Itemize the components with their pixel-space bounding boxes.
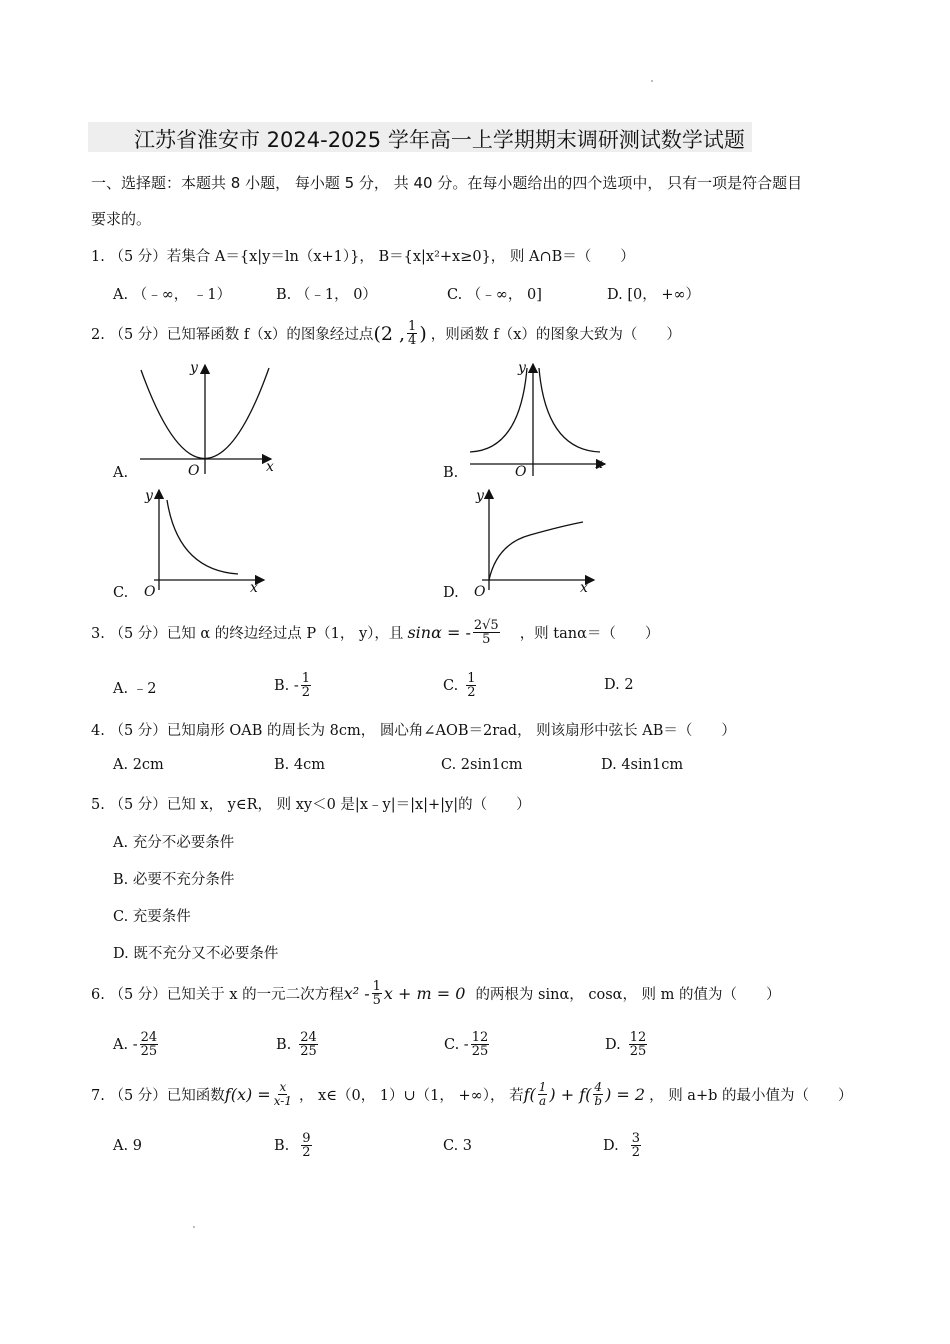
q3-fraction — [473, 619, 500, 646]
q6-stem-pre: 6. （5 分）已知关于 x 的一元二次方程 — [91, 987, 344, 1003]
q7-d-num: 3 — [631, 1131, 640, 1146]
scan-dot — [193, 1226, 195, 1228]
q7-option-b-label: B. — [274, 1137, 290, 1154]
q1-option-a: A. （﹣∞， ﹣1） — [113, 287, 232, 303]
q6-option-a — [113, 1031, 160, 1058]
q2-option-c: C. — [113, 585, 129, 601]
q7-fraction-b2 — [593, 1081, 603, 1108]
q2-point-open: (2 , — [373, 322, 406, 345]
question-6-stem — [91, 980, 781, 1007]
q5-option-c: C. 充要条件 — [113, 909, 191, 925]
q7-formula-b1: f( — [523, 1085, 536, 1104]
y-label: y — [518, 360, 526, 376]
q7-b-den: 2 — [302, 1145, 311, 1160]
q2-graph-d — [472, 486, 602, 598]
q7-fa-num: x — [279, 1080, 287, 1094]
q3-frac-den: 5 — [482, 632, 491, 647]
q7-stem-mid: ， x∈（0， 1）∪（1， +∞）， 若 — [298, 1088, 524, 1104]
q3-option-c-label: C. — [443, 677, 459, 694]
q3-option-a: A. ﹣2 — [113, 681, 157, 697]
x-label: x — [250, 580, 258, 596]
q6-option-c-label: C. - — [444, 1036, 469, 1053]
q3-b-num: 1 — [301, 671, 311, 686]
q6-option-c — [444, 1031, 491, 1058]
question-2-stem — [91, 320, 681, 347]
q7-fraction-a — [273, 1081, 293, 1108]
q7-formula-a: f(x) = — [224, 1085, 271, 1104]
q5-option-a: A. 充分不必要条件 — [113, 835, 235, 851]
q7-option-d — [603, 1132, 643, 1159]
q7-formula-b2: ) + f( — [549, 1085, 592, 1104]
q2-graph-a — [128, 360, 278, 482]
curve-right — [539, 368, 600, 452]
section-heading-cont: 要求的。 — [91, 210, 152, 228]
q7-stem-pre: 7. （5 分）已知函数 — [91, 1088, 225, 1104]
q7-b-num: 9 — [302, 1131, 311, 1146]
q7-fraction-b1 — [538, 1081, 548, 1108]
q7-formula-b3: ) = 2 — [605, 1085, 646, 1104]
q6-a-den: 25 — [140, 1044, 158, 1059]
q7-fb1-den: a — [539, 1094, 547, 1108]
q5-option-b: B. 必要不充分条件 — [113, 872, 235, 888]
q7-fb2-num: 4 — [594, 1080, 603, 1094]
x-label: x — [580, 580, 588, 596]
q3-option-d: D. 2 — [604, 677, 634, 693]
q1-option-d: D. [0， +∞） — [607, 287, 701, 303]
q6-formula-a: x² - — [343, 984, 370, 1003]
q6-c-num: 12 — [471, 1030, 489, 1045]
q7-option-b-frac — [301, 1132, 311, 1159]
question-7-stem — [91, 1081, 853, 1108]
q2-stem-post: ，则函数 f（x）的图象大致为（ ） — [430, 327, 681, 343]
q1-option-b: B. （﹣1， 0） — [276, 287, 377, 303]
question-5-stem: 5. （5 分）已知 x， y∈R， 则 xy＜0 是|x﹣y|＝|x|+|y|的（ ） — [91, 797, 531, 813]
q6-option-d-frac — [629, 1031, 648, 1058]
x-label: x — [266, 459, 274, 475]
q2-option-a: A. — [113, 465, 129, 481]
q1-option-c: C. （﹣∞， 0] — [447, 287, 542, 303]
q3-b-den: 2 — [301, 685, 311, 700]
q2-point-fraction — [407, 320, 417, 347]
q3-stem-post: ，则 tanα＝（ ） — [519, 626, 660, 642]
q6-option-b — [276, 1031, 320, 1058]
q6-option-c-frac — [471, 1031, 490, 1058]
q6-c-den: 25 — [471, 1044, 489, 1059]
q3-option-c — [443, 672, 478, 699]
q6-frac-den: 5 — [372, 993, 381, 1008]
q2-graph-c — [140, 486, 270, 598]
curve — [167, 500, 238, 574]
q5-option-d: D. 既不充分又不必要条件 — [113, 946, 279, 962]
q6-d-den: 25 — [629, 1044, 647, 1059]
q7-option-d-frac — [631, 1132, 641, 1159]
q3-stem-pre: 3. （5 分）已知 α 的终边经过点 P（1， y），且 — [91, 626, 404, 642]
q7-stem-post: ， 则 a+b 的最小值为（ ） — [649, 1088, 853, 1104]
x-label: x — [595, 456, 603, 472]
q6-a-num: 24 — [140, 1030, 158, 1045]
q3-option-b-label: B. - — [274, 677, 299, 694]
q3-option-c-frac — [466, 672, 476, 699]
q6-option-b-frac — [299, 1031, 318, 1058]
page-title: 江苏省淮安市 2024-2025 学年高一上学期期末调研测试数学试题 — [134, 128, 745, 152]
scan-dot — [651, 80, 653, 82]
q6-option-d — [605, 1031, 649, 1058]
q6-fraction — [372, 980, 382, 1007]
q4-option-d: D. 4sin1cm — [601, 757, 684, 773]
q7-fb1-num: 1 — [538, 1080, 547, 1094]
q7-option-c: C. 3 — [443, 1138, 473, 1154]
origin-label: O — [144, 584, 156, 598]
origin-label: O — [188, 463, 200, 479]
question-4-stem: 4. （5 分）已知扇形 OAB 的周长为 8cm， 圆心角∠AOB＝2rad， 则该扇形中弦长 AB＝（ ） — [91, 723, 736, 739]
q2-point-num: 1 — [408, 319, 417, 334]
q2-stem-pre: 2. （5 分）已知幂函数 f（x）的图象经过点 — [91, 327, 374, 343]
q6-formula-b: x + m = 0 — [383, 984, 466, 1003]
q6-d-num: 12 — [629, 1030, 647, 1045]
q3-c-den: 2 — [467, 685, 476, 700]
q3-option-b — [274, 672, 313, 699]
curve — [489, 522, 583, 580]
q6-option-a-frac — [140, 1031, 159, 1058]
q7-option-a: A. 9 — [113, 1138, 142, 1154]
q2-point-den: 4 — [408, 333, 417, 348]
q3-c-num: 1 — [467, 671, 476, 686]
q6-b-num: 24 — [300, 1030, 317, 1045]
curve-left — [470, 368, 527, 452]
q6-b-den: 25 — [300, 1044, 317, 1059]
q6-stem-post: 的两根为 sinα， cosα， 则 m 的值为（ ） — [475, 987, 781, 1003]
q7-option-d-label: D. — [603, 1137, 619, 1154]
q7-fa-den: x-1 — [273, 1094, 292, 1108]
q4-option-b: B. 4cm — [274, 757, 325, 773]
q2-point-close: ) — [419, 322, 427, 345]
section-heading: 一、选择题：本题共 8 小题， 每小题 5 分， 共 40 分。在每小题给出的四个选项中， 只有一项是符合题目 — [91, 174, 803, 192]
y-label: y — [190, 360, 198, 376]
y-label: y — [145, 488, 153, 504]
q6-frac-num: 1 — [372, 979, 381, 994]
y-label: y — [476, 488, 484, 504]
q2-option-d: D. — [443, 585, 459, 601]
question-3-stem — [91, 619, 659, 646]
origin-label: O — [515, 464, 527, 480]
q6-option-b-label: B. — [276, 1036, 292, 1053]
q6-option-d-label: D. — [605, 1036, 621, 1053]
q7-fb2-den: b — [594, 1094, 603, 1108]
q7-d-den: 2 — [631, 1145, 640, 1160]
q3-frac-num: 2√5 — [473, 618, 499, 633]
q7-option-b — [274, 1132, 314, 1159]
q4-option-c: C. 2sin1cm — [441, 757, 523, 773]
question-1-stem: 1. （5 分）若集合 A＝{x|y＝ln（x+1）}， B＝{x|x²+x≥0}， 则 A∩B＝（ ） — [91, 249, 635, 265]
origin-label: O — [474, 584, 486, 598]
q4-option-a: A. 2cm — [113, 757, 164, 773]
q3-formula: sinα = - — [407, 623, 471, 642]
q2-option-b: B. — [443, 465, 459, 481]
q3-option-b-frac — [301, 672, 311, 699]
q6-option-a-label: A. - — [113, 1036, 138, 1053]
q2-graph-b — [462, 360, 612, 482]
